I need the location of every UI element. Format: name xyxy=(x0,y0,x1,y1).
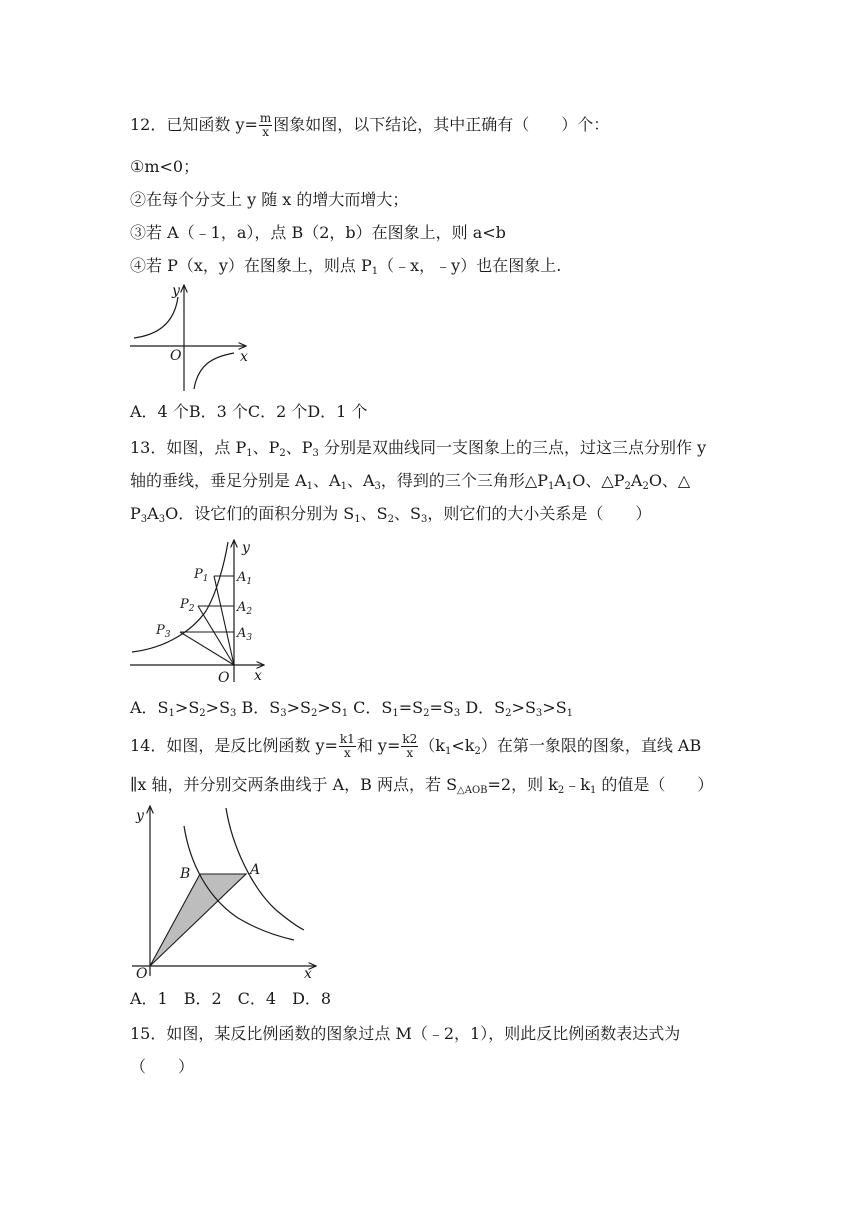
hyperbola-branch-lower-right xyxy=(194,353,234,389)
x-axis-label: x xyxy=(240,349,248,365)
q15-stem-line-2: （ ） xyxy=(130,1057,195,1076)
q14-curves-figure xyxy=(128,802,328,982)
point-label-a: A xyxy=(250,862,261,878)
origin-label: O xyxy=(218,670,230,686)
segment-p3-o xyxy=(180,632,234,665)
segment-p2-o xyxy=(198,606,234,665)
y-axis-label: y xyxy=(242,540,250,556)
q14-stem-line-2: ∥x 轴，并分别交两条曲线于 A，B 两点，若 $S_{\triangle AOB}=2$，则 $k_2﹣k_1$ 的值是（ ） xyxy=(130,775,714,796)
point-label-a1: $A_1$ xyxy=(237,570,253,587)
fraction-k1-over-x: $\frac{k1}{x}$ xyxy=(339,732,355,760)
q14-options: A．1 B．2 C．4 D．8 xyxy=(130,989,332,1008)
q12-stem: 12．已知函数 y= $\frac{m}{x}$ 图象如图，以下结论，其中正确有（ ）个： xyxy=(130,111,610,139)
q13-options: A．$S_1>S_2>S_3$ B．$S_3>S_2>S_1$ C．$S_1=S_2=S_3$ D．$S_2>S_3>S_1$ xyxy=(130,698,574,719)
q12-statement-4: ④若 P（x，y）在图象上，则点 $P_1(﹣x$，﹣y）也在图象上. xyxy=(130,256,562,277)
curve-k2 xyxy=(226,808,304,930)
q13-stem-line-3: $P_3A_3O$．设它们的面积分别为 $S_1$、$S_2$、$S_3$，则它们的大小关系是（ ） xyxy=(130,504,652,525)
q12-statement-2: ②在每个分支上 y 随 x 的增大而增大； xyxy=(130,190,409,209)
point-label-a3: $A_3$ xyxy=(237,626,253,643)
point-label-p3: $P_3$ xyxy=(156,623,171,640)
shaded-triangle-aob xyxy=(150,874,246,966)
q12-hyperbola-figure xyxy=(126,283,256,393)
fraction-m-over-x: $\frac{m}{x}$ xyxy=(259,111,272,139)
q13-stem-line-1: 13．如图，点 $P_1$、$P_2$、$P_3$ 分别是双曲线同一支图象上的三点，过这三点分别作 y xyxy=(130,438,707,459)
fraction-k2-over-x: $\frac{k2}{x}$ xyxy=(402,732,418,760)
q14-stem-line-1: 14．如图，是反比例函数 y= $\frac{k1}{x}$ 和 y= $\frac{k2}{x}$ $(k_1<k_2)$在第一象限的图象，直线 AB xyxy=(130,732,702,760)
origin-label: O xyxy=(136,966,148,982)
y-axis-label: y xyxy=(172,283,180,299)
q12-options: A．4 个B．3 个C．2 个D．1 个 xyxy=(130,402,368,421)
q13-stem-line-2: 轴的垂线，垂足分别是 $A_1$、$A_1$、$A_3$，得到的三个三角形$\triangle P_1A_1O$、$\triangle P_2A_2O$、△ xyxy=(130,471,691,492)
q12-statement-1: ①m<0； xyxy=(130,157,200,176)
point-label-b: B xyxy=(180,866,191,882)
point-label-p2: $P_2$ xyxy=(180,597,195,614)
x-axis-label: x xyxy=(254,668,262,684)
hyperbola-branch-upper-left xyxy=(134,297,178,338)
q12-statement-3: ③若 A（﹣1，a），点 B（2，b）在图象上，则 a<b xyxy=(130,223,506,242)
point-label-p1: $P_1$ xyxy=(194,567,209,584)
point-label-a2: $A_2$ xyxy=(237,600,253,617)
y-axis-label: y xyxy=(136,808,144,824)
q13-triangles-figure xyxy=(126,536,271,686)
origin-label: O xyxy=(170,348,182,364)
segment-p1-o xyxy=(214,576,234,665)
x-axis-label: x xyxy=(304,966,312,982)
q15-stem-line-1: 15．如图，某反比例函数的图象过点 M（﹣2，1），则此反比例函数表达式为 xyxy=(130,1024,681,1043)
